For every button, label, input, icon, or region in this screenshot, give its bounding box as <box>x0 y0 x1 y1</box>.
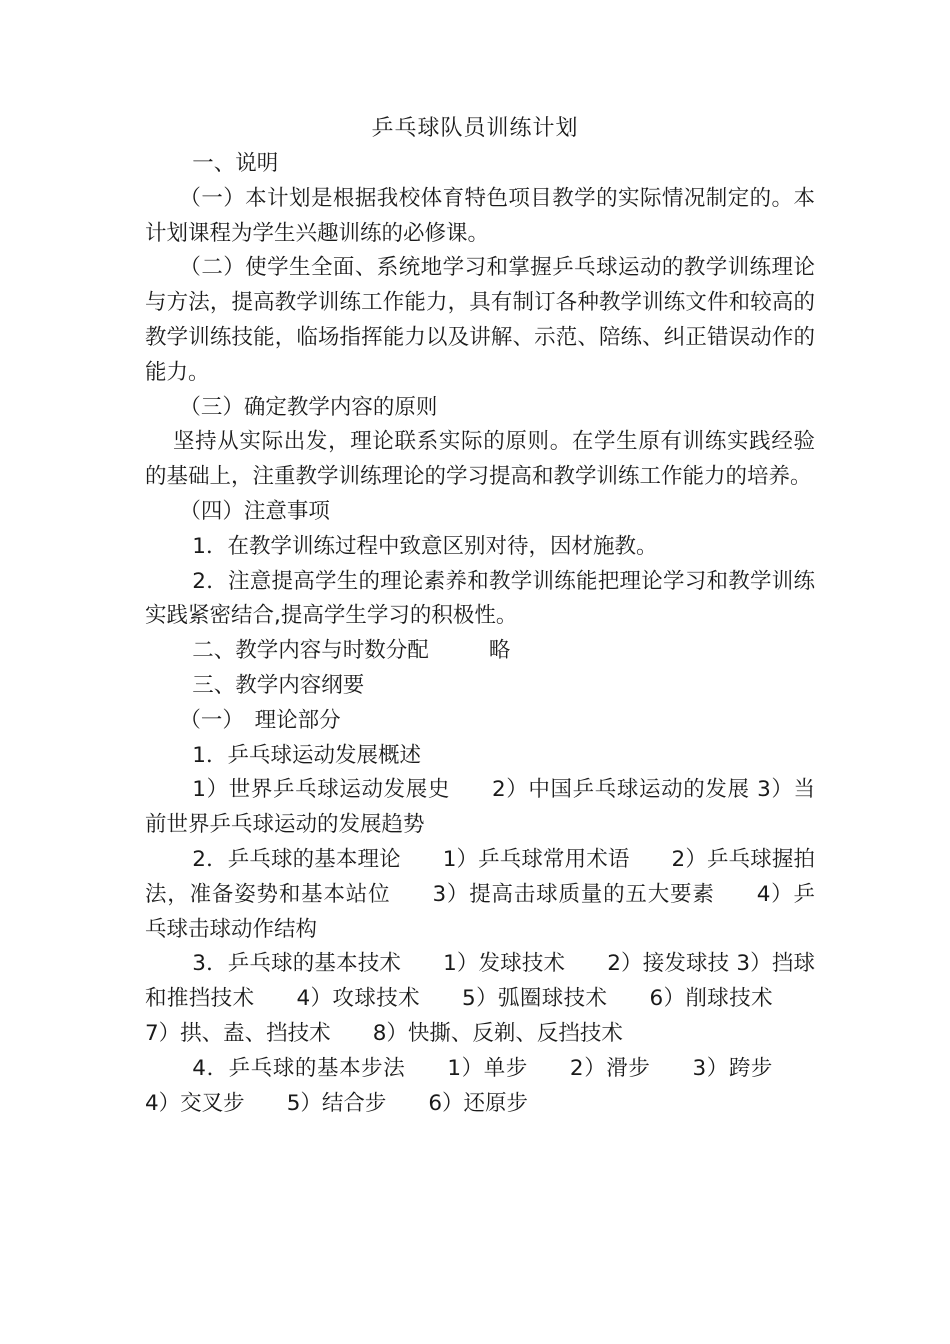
item1-point: 1）世界乒乓球运动发展史 <box>192 777 450 803</box>
theory-heading: （一） 理论部分 <box>179 707 341 733</box>
item1-heading: 1．乒乓球运动发展概述 <box>192 742 421 768</box>
paragraph-principle: 坚持从实际出发，理论联系实际的原则。在学生原有训练实践经验的基础上，注重教学训练理论的学习提高和教学训练工作能力的培养。 <box>145 429 815 490</box>
item4-point: 2）滑步 <box>569 1055 651 1081</box>
item3-heading: 3．乒乓球的基本技术 <box>192 951 402 977</box>
paragraph-principle-heading: （三）确定教学内容的原则 <box>179 394 438 420</box>
allocation-note: 略 <box>488 638 511 664</box>
item3-point: 4）攻球技术 <box>296 986 421 1012</box>
item3-paragraph <box>145 947 815 1051</box>
section-heading-allocation <box>145 634 815 669</box>
item4-point: 4）交叉步 <box>145 1090 245 1116</box>
item3-point: 6）削球技术 <box>649 986 773 1012</box>
item3-point: 2）接发球技 <box>607 951 730 977</box>
item1-point: 3）当前世界乒乓球运动的发展趋势 <box>145 777 816 838</box>
item3-point: 7）拱、盍、挡技术 <box>145 1020 331 1046</box>
item2-point: 2）乒乓球握拍法，准备姿势和基本站位 <box>145 846 815 907</box>
item4-point: 3）跨步 <box>692 1055 774 1081</box>
item2-point: 1）乒乓球常用术语 <box>442 846 630 872</box>
item2-heading: 2．乒乓球的基本理论 <box>192 846 401 872</box>
item3-point: 1）发球技术 <box>443 951 566 977</box>
document-body <box>145 147 815 1121</box>
item2-point: 3）提高击球质量的五大要素 <box>432 881 715 907</box>
item4-paragraph <box>145 1052 815 1122</box>
section-heading-explanation: 一、说明 <box>192 151 279 176</box>
item2-paragraph <box>145 843 815 947</box>
item4-point: 5）结合步 <box>286 1090 387 1116</box>
paragraph-notes-heading: （四）注意事项 <box>179 498 330 524</box>
allocation-heading-text: 二、教学内容与时数分配 <box>192 638 429 664</box>
paragraph-plan-basis: （一）本计划是根据我校体育特色项目教学的实际情况制定的。本计划课程为学生兴趣训练的必修课。 <box>145 185 815 246</box>
item1-points <box>145 773 815 843</box>
document-title: 乒乓球队员训练计划 <box>371 116 579 141</box>
item3-point: 5）弧圈球技术 <box>462 986 608 1012</box>
item2-point: 4）乒乓球击球动作结构 <box>145 881 815 942</box>
paragraph-goals: （二）使学生全面、系统地学习和掌握乒乓球运动的教学训练理论与方法，提高教学训练工作能力，具有制订各种教学训练文件和较高的教学训练技能，临场指挥能力以及讲解、示范、陪练、纠正错误动作的能力。 <box>145 255 815 385</box>
paragraph-note-1: 1．在教学训练过程中致意区别对待，因材施教。 <box>192 533 658 559</box>
item3-point: 8）快撕、反剃、反挡技术 <box>372 1020 623 1046</box>
paragraph-note-2: 2．注意提高学生的理论素养和教学训练能把理论学习和教学训练实践紧密结合,提高学生学习的积极性。 <box>145 568 815 629</box>
item1-point: 2）中国乒乓球运动的发展 <box>491 777 750 803</box>
item3-point: 3）挡球和推挡技术 <box>145 951 815 1012</box>
item4-point: 1）单步 <box>447 1055 528 1081</box>
item4-heading: 4．乒乓球的基本步法 <box>192 1055 406 1081</box>
item4-point: 6）还原步 <box>428 1090 529 1116</box>
section-heading-outline: 三、教学内容纲要 <box>192 672 365 698</box>
